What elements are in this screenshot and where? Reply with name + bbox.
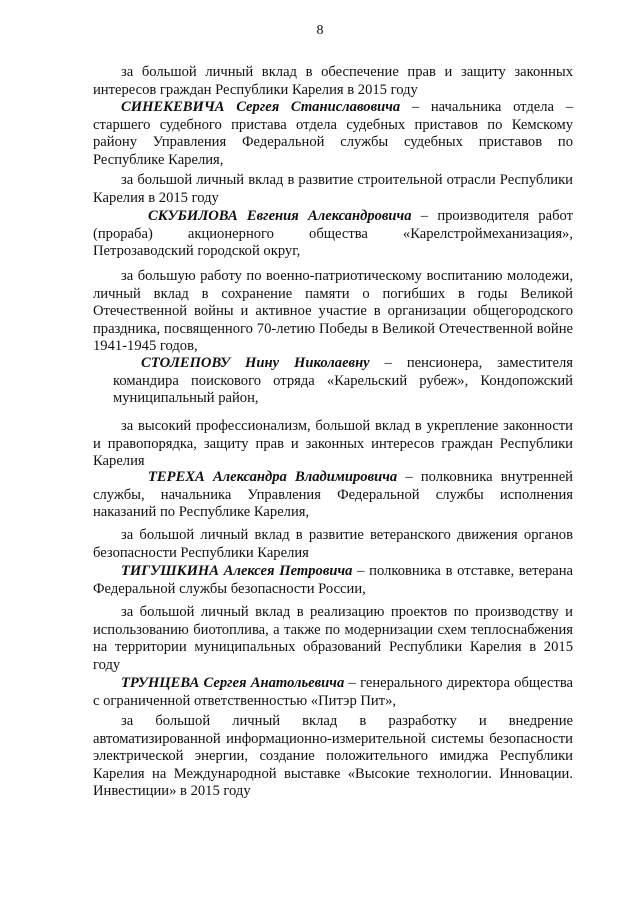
paragraph-person-4 bbox=[93, 469, 573, 522]
paragraph-reason-7 bbox=[93, 713, 573, 801]
paragraph-text: за высокий профессионализм, большой вклад в укрепление законности и правопорядка, защиту прав и законных интересов граждан Республики Карелия bbox=[93, 418, 573, 470]
person-name: ТЕРЕХА Александра Владимировича bbox=[148, 469, 398, 485]
paragraph-text: за большой личный вклад в реализацию проектов по производству и использованию биотоплива, а также по модернизации схем теплоснабжения на территории муниципальных образований Республики Карелия в 2015 году bbox=[93, 604, 573, 673]
person-name: СИНЕКЕВИЧА Сергея Станиславовича bbox=[121, 99, 401, 115]
paragraph-person-2 bbox=[93, 208, 573, 261]
person-description: – полковника внутренней службы, начальника Управления Федеральной службы исполнения наказаний по Республике Карелия, bbox=[93, 469, 573, 521]
person-description: – начальника отдела – старшего судебного пристава отдела судебных приставов по Кемскому району Управления Федеральной службы судебных приставов по Республике Карелия, bbox=[93, 99, 573, 168]
paragraph-reason-1 bbox=[93, 64, 573, 99]
person-description: – производителя работ (прораба) акционерного общества «Карелстроймеханизация», Петрозаводский городской округ, bbox=[93, 208, 573, 260]
paragraph-person-5 bbox=[93, 563, 573, 598]
paragraph-person-3 bbox=[93, 355, 573, 408]
paragraph-reason-6 bbox=[93, 604, 573, 674]
paragraph-text: за большой личный вклад в обеспечение прав и защиту законных интересов граждан Республики Карелия в 2015 году bbox=[93, 64, 573, 98]
paragraph-person-6 bbox=[93, 675, 573, 710]
person-name: ТИГУШКИНА Алексея Петровича bbox=[121, 563, 353, 579]
paragraph-text: за большой личный вклад в развитие ветеранского движения органов безопасности Республики Карелия bbox=[93, 527, 573, 561]
person-description: – пенсионера, заместителя командира поискового отряда «Карельский рубеж», Кондопожский муниципальный район, bbox=[113, 355, 574, 407]
person-description: – полковника в отставке, ветерана Федеральной службы безопасности России, bbox=[93, 563, 574, 597]
paragraph-text: за большую работу по военно-патриотическому воспитанию молодежи, личный вклад в сохранение памяти о погибших в годы Великой Отечественной войны и активное участие в организации общегородского праздника, посвященного 70-летию Победы в Великой Отечественной войне 1941-1945 годов, bbox=[93, 268, 573, 355]
paragraph-reason-2 bbox=[93, 172, 573, 207]
paragraph-reason-3 bbox=[93, 268, 573, 356]
person-name: ТРУНЦЕВА Сергея Анатольевича bbox=[121, 675, 345, 691]
person-name: СТОЛЕПОВУ Нину Николаевну bbox=[141, 355, 370, 371]
paragraph-text: за большой личный вклад в разработку и внедрение автоматизированной информационно-измерительной системы безопасности электрической энергии, создание положительного имиджа Республики Карелия на Международной выставке «Высокие технологии. Инновации. Инвестиции» в 2015 году bbox=[93, 713, 573, 800]
paragraph-text: за большой личный вклад в развитие строительной отрасли Республики Карелия в 2015 году bbox=[93, 172, 573, 206]
paragraph-reason-5 bbox=[93, 527, 573, 562]
person-name: СКУБИЛОВА Евгения Александровича bbox=[148, 208, 412, 224]
paragraph-person-1 bbox=[93, 99, 573, 169]
paragraph-reason-4 bbox=[93, 418, 573, 471]
page-number: 8 bbox=[316, 23, 324, 38]
person-description: – генерального директора общества с ограниченной ответственностью «Питэр Пит», bbox=[93, 675, 574, 709]
